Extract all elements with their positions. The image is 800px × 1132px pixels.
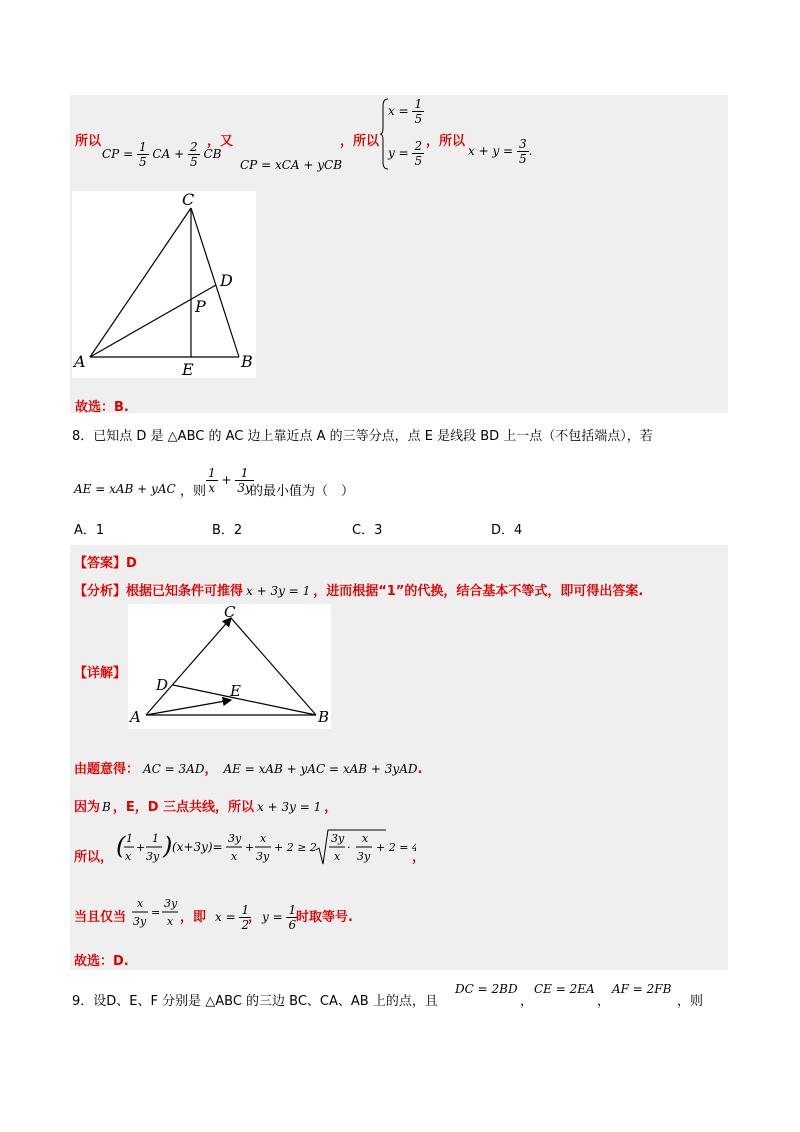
svg-text:·: · [347,841,351,854]
equation-cp-1: CP = $\frac{1}{5}$ CA + $\frac{2}{5}$ CB [102,140,222,169]
question-9-eq1: DC = 2BD [455,982,518,996]
label-C: C [182,191,195,209]
question-8-line1: 8．已知点 D 是 △ABC 的 AC 边上靠近点 A 的三等分点，点 E 是线段 BD 上一点（不包括端点），若 [72,429,653,444]
svg-text:3y: 3y [146,850,160,863]
comma-xy: ， [248,910,262,925]
svg-text:+ 2 = 4: + 2 = 4 [376,841,416,854]
question-9-eq2: CE = 2EA [534,982,595,996]
question-9-sep2: ， [597,994,611,1009]
suoyi-label-1: 所以 [75,134,102,149]
suoyi-label-2: ，所以 [340,134,380,149]
question-9-text: 9．设D、E、F 分别是 △ABC 的三边 BC、CA、AB 上的点，且 [72,994,438,1009]
inequality-equation [116,828,416,873]
option-d[interactable]: D．4 [491,523,523,538]
svg-text:3y: 3y [133,915,147,928]
you-label: ，又 [207,134,234,149]
svg-text:x: x [260,832,267,845]
question-8-fraction: $\frac{1}{x}$ + $\frac{1}{3y}$ [208,466,252,495]
option-b[interactable]: B．2 [212,523,243,538]
question-8-text: ，则 [180,484,207,499]
dangqie-line: 当且仅当 [74,910,127,925]
svg-text:3y: 3y [164,897,178,910]
label2-A: A [130,708,141,726]
detail-label-8: 【详解】 [74,666,127,681]
svg-text:x: x [362,832,369,845]
question-9-eq3: AF = 2FB [612,982,672,996]
label-D: D [220,271,233,290]
svg-text:3y: 3y [228,832,242,845]
answer-label-8: 【答案】D [74,556,137,571]
label-E: E [182,360,194,378]
svg-text:): ) [163,832,173,860]
dangqie-tail: 时取等号. [296,910,353,925]
youti-line: 由题意得： AC = 3AD， AE = xAB + yAC = xAB + 3yAD. [74,762,423,777]
analysis-8: 【分析】根据已知条件可推得 x + 3y = 1 ，进而根据“1”的代换，结合基本不等式，即可得出答案. [74,584,644,599]
svg-text:x: x [137,897,144,910]
label2-B: B [318,708,330,726]
svg-text:3y: 3y [357,850,371,863]
question-8-equation: AE = xAB + yAC [74,482,176,496]
svg-text:1: 1 [126,832,133,845]
svg-text:3y: 3y [256,850,270,863]
inequality-svg [116,828,416,870]
svg-text:x: x [167,915,174,928]
suoyi-label-3: ，所以 [426,134,466,149]
system-x: x = $\frac{1}{5}$ [388,97,423,126]
svg-text:x: x [334,850,341,863]
svg-text:(: ( [116,832,126,860]
yinwei-line: 因为 B ，E，D 三点共线，所以 x + 3y = 1 ， [74,800,338,815]
svg-text:+: + [136,841,146,854]
svg-text:+: + [245,841,255,854]
triangle-figure-2 [128,604,331,729]
sum-equation: x + y = $\frac{3}{5}$ . [468,137,533,166]
label2-C: C [224,604,236,621]
x-value: x = $\frac{1}{2}$ [215,903,250,932]
label2-D: D [156,676,169,694]
dangqie-mid: ，即 [180,910,207,925]
question-8-tail: 的最小值为（ ） [250,484,355,499]
label2-E: E [230,682,241,700]
suoyi-line: 所以， [74,850,114,865]
suoyi-end: ， [412,850,426,865]
triangle-figure-1 [72,191,256,378]
option-a[interactable]: A．1 [74,523,105,538]
svg-text:1: 1 [152,832,159,845]
svg-text:+ 2 ≥ 2: + 2 ≥ 2 [274,841,317,854]
answer-8: 故选：D. [74,954,129,969]
svg-text:x: x [231,850,238,863]
option-c[interactable]: C．3 [352,523,383,538]
svg-text:(x+3y)=: (x+3y)= [172,840,223,854]
label-P: P [195,297,206,316]
question-9-tail: ，则 [677,994,704,1009]
equation-cp-2: CP = xCA + yCB [240,158,343,172]
y-value: y = $\frac{1}{6}$ [262,903,297,932]
svg-text:3y: 3y [331,832,345,845]
svg-text:=: = [151,906,161,919]
triangle-diagram-2 [128,604,331,729]
label-B: B [241,352,253,371]
triangle-diagram-1 [72,191,256,378]
label-A: A [74,352,86,371]
svg-text:x: x [125,850,132,863]
system-y: y = $\frac{2}{5}$ [388,139,423,168]
answer-7: 故选：B. [75,400,129,415]
question-9-sep1: ， [520,994,534,1009]
